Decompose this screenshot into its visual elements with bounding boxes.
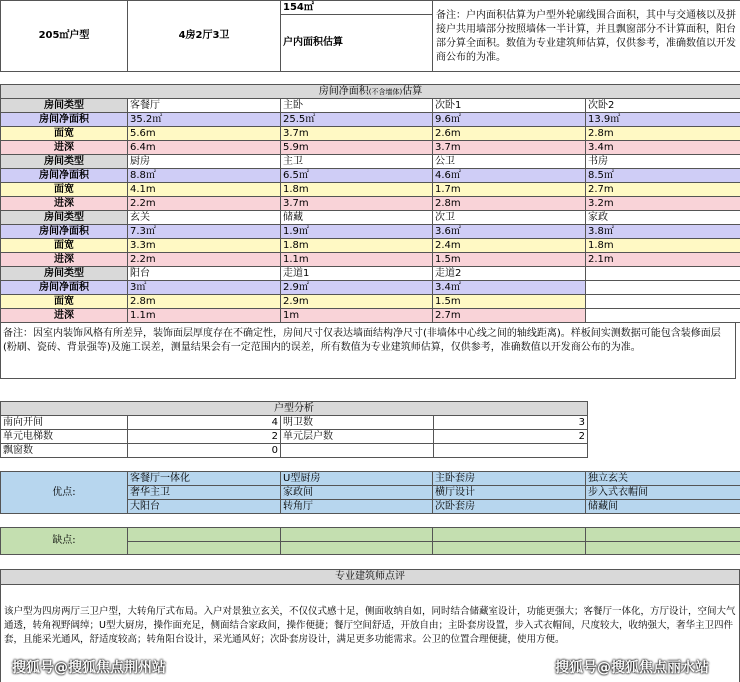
room-type-label: 房间类型 bbox=[1, 211, 128, 225]
room-type: 客餐厅 bbox=[128, 99, 281, 113]
pro-item: 大阳台 bbox=[128, 500, 281, 514]
room-depth-label: 进深 bbox=[1, 197, 128, 211]
room-depth: 6.4m bbox=[128, 141, 281, 155]
analysis-value: 2 bbox=[434, 430, 588, 444]
room-area: 6.5㎡ bbox=[281, 169, 433, 183]
net-row-area bbox=[1, 281, 740, 295]
analysis-value: 0 bbox=[128, 444, 281, 458]
room-type: 书房 bbox=[586, 155, 740, 169]
room-type: 公卫 bbox=[433, 155, 586, 169]
watermark-left: 搜狐号@搜狐焦点荆州站 bbox=[12, 660, 166, 676]
net-area-section bbox=[0, 84, 740, 379]
pro-item: 步入式衣帽间 bbox=[586, 486, 740, 500]
con-item bbox=[586, 541, 740, 555]
con-item bbox=[128, 541, 281, 555]
watermark-right: 搜狐号@搜狐焦点丽水站 bbox=[555, 660, 709, 676]
room-depth: 1m bbox=[281, 309, 433, 323]
pro-item: U型厨房 bbox=[281, 472, 433, 486]
net-row-depth bbox=[1, 309, 740, 323]
room-area: 4.6㎡ bbox=[433, 169, 586, 183]
net-row-width bbox=[1, 127, 740, 141]
room-depth: 2.2m bbox=[128, 197, 281, 211]
room-type: 阳台 bbox=[128, 267, 281, 281]
room-depth bbox=[586, 309, 740, 323]
top-summary-table bbox=[0, 0, 740, 72]
room-depth: 1.1m bbox=[128, 309, 281, 323]
analysis-value bbox=[434, 444, 588, 458]
room-depth: 5.9m bbox=[281, 141, 433, 155]
analysis-label: 明卫数 bbox=[281, 416, 434, 430]
room-width: 2.7m bbox=[586, 183, 740, 197]
analysis-value: 3 bbox=[434, 416, 588, 430]
room-width bbox=[586, 295, 740, 309]
unit-layout: 4房2厅3卫 bbox=[128, 1, 281, 72]
layout-analysis-table bbox=[0, 401, 588, 458]
room-area: 9.6㎡ bbox=[433, 113, 586, 127]
room-area: 2.9㎡ bbox=[281, 281, 433, 295]
room-depth: 2.1m bbox=[586, 253, 740, 267]
analysis-value: 2 bbox=[128, 430, 281, 444]
room-type: 主卧 bbox=[281, 99, 433, 113]
cons-section bbox=[0, 527, 740, 555]
area-note: 备注：户内面积估算为户型外轮廓线围合面积，其中与交通核以及拼接户共用墙部分按照墙体一半计算，并且飘窗部分不计算面积，阳台部分算全面积。数值为专业建筑师估算，仅供参考，准确数值以开发商公布的为准。 bbox=[433, 1, 740, 72]
pro-item: 客餐厅一体化 bbox=[128, 472, 281, 486]
pro-item: 横厅设计 bbox=[433, 486, 586, 500]
room-depth: 3.4m bbox=[586, 141, 740, 155]
analysis-label: 单元层户数 bbox=[281, 430, 434, 444]
room-depth: 3.7m bbox=[433, 141, 586, 155]
room-width: 2.9m bbox=[281, 295, 433, 309]
net-row-width bbox=[1, 183, 740, 197]
net-area-note: 备注：因室内装饰风格有所差异，装饰面层厚度存在不确定性，房间尺寸仅表达墙面结构净尺寸(非墙体中心线之间的轴线距离)。样板间实测数据可能包含装修面层(粉刷、瓷砖、背景强等)及施工误差，测量结果会有一定范围内的误差，所有数值为专业建筑师估算，仅供参考，准确数值以开发商公布的为准。 bbox=[0, 323, 736, 379]
room-area bbox=[586, 281, 740, 295]
room-type: 家政 bbox=[586, 211, 740, 225]
room-type: 次卫 bbox=[433, 211, 586, 225]
room-type bbox=[586, 267, 740, 281]
net-area-title: 房间净面积(不含墙体)估算 bbox=[1, 85, 740, 99]
pro-item: 奢华主卫 bbox=[128, 486, 281, 500]
room-area: 25.5㎡ bbox=[281, 113, 433, 127]
room-width-label: 面宽 bbox=[1, 239, 128, 253]
analysis-value: 4 bbox=[128, 416, 281, 430]
net-row-width bbox=[1, 239, 740, 253]
room-area: 13.9㎡ bbox=[586, 113, 740, 127]
room-type: 储藏 bbox=[281, 211, 433, 225]
room-width-label: 面宽 bbox=[1, 127, 128, 141]
room-width: 1.8m bbox=[281, 239, 433, 253]
room-width: 3.3m bbox=[128, 239, 281, 253]
room-type: 走道1 bbox=[281, 267, 433, 281]
room-depth-label: 进深 bbox=[1, 253, 128, 267]
room-width: 2.8m bbox=[128, 295, 281, 309]
pro-item: 独立玄关 bbox=[586, 472, 740, 486]
room-width: 4.1m bbox=[128, 183, 281, 197]
layout-analysis bbox=[0, 401, 740, 458]
net-row-type bbox=[1, 267, 740, 281]
con-item bbox=[433, 541, 586, 555]
con-item bbox=[586, 528, 740, 542]
con-item bbox=[281, 528, 433, 542]
room-area: 1.9㎡ bbox=[281, 225, 433, 239]
room-area: 35.2㎡ bbox=[128, 113, 281, 127]
room-area: 8.5㎡ bbox=[586, 169, 740, 183]
room-area: 3.6㎡ bbox=[433, 225, 586, 239]
net-row-type bbox=[1, 99, 740, 113]
room-width: 5.6m bbox=[128, 127, 281, 141]
review-title: 专业建筑师点评 bbox=[1, 570, 739, 585]
room-area: 3㎡ bbox=[128, 281, 281, 295]
unit-area-label: 户内面积估算 bbox=[281, 15, 433, 72]
room-type-label: 房间类型 bbox=[1, 267, 128, 281]
net-row-type bbox=[1, 155, 740, 169]
room-area: 3.4㎡ bbox=[433, 281, 586, 295]
pro-item: 次卧套房 bbox=[433, 500, 586, 514]
room-area-label: 房间净面积 bbox=[1, 281, 128, 295]
net-row-area bbox=[1, 225, 740, 239]
con-item bbox=[128, 528, 281, 542]
room-area-label: 房间净面积 bbox=[1, 169, 128, 183]
unit-area-type: 205㎡户型 bbox=[1, 1, 128, 72]
pro-item: 转角厅 bbox=[281, 500, 433, 514]
pros-table bbox=[0, 471, 740, 514]
net-row-area bbox=[1, 169, 740, 183]
room-width: 3.7m bbox=[281, 127, 433, 141]
analysis-title: 户型分析 bbox=[1, 402, 588, 416]
analysis-label: 南向开间 bbox=[1, 416, 128, 430]
room-width: 2.6m bbox=[433, 127, 586, 141]
net-row-type bbox=[1, 211, 740, 225]
room-width: 2.4m bbox=[433, 239, 586, 253]
analysis-label bbox=[281, 444, 434, 458]
room-area: 3.8㎡ bbox=[586, 225, 740, 239]
pro-item: 家政间 bbox=[281, 486, 433, 500]
room-depth: 2.2m bbox=[128, 253, 281, 267]
pro-item: 储藏间 bbox=[586, 500, 740, 514]
room-type: 走道2 bbox=[433, 267, 586, 281]
room-type-label: 房间类型 bbox=[1, 99, 128, 113]
net-row-depth bbox=[1, 141, 740, 155]
room-type: 次卧1 bbox=[433, 99, 586, 113]
room-area: 7.3㎡ bbox=[128, 225, 281, 239]
room-type-label: 房间类型 bbox=[1, 155, 128, 169]
pros-label: 优点: bbox=[1, 472, 128, 514]
room-depth: 2.7m bbox=[433, 309, 586, 323]
room-type: 主卫 bbox=[281, 155, 433, 169]
pro-item: 主卧套房 bbox=[433, 472, 586, 486]
cons-label: 缺点: bbox=[1, 528, 128, 555]
room-type: 次卧2 bbox=[586, 99, 740, 113]
room-type: 玄关 bbox=[128, 211, 281, 225]
con-item bbox=[433, 528, 586, 542]
net-row-depth bbox=[1, 197, 740, 211]
analysis-label: 飘窗数 bbox=[1, 444, 128, 458]
net-row-width bbox=[1, 295, 740, 309]
room-depth: 1.1m bbox=[281, 253, 433, 267]
room-area-label: 房间净面积 bbox=[1, 113, 128, 127]
room-width: 1.7m bbox=[433, 183, 586, 197]
net-row-area bbox=[1, 113, 740, 127]
pros-section bbox=[0, 471, 740, 514]
room-depth: 3.2m bbox=[586, 197, 740, 211]
cons-table bbox=[0, 527, 740, 555]
room-depth: 3.7m bbox=[281, 197, 433, 211]
room-type: 厨房 bbox=[128, 155, 281, 169]
con-item bbox=[281, 541, 433, 555]
room-area-label: 房间净面积 bbox=[1, 225, 128, 239]
room-width: 1.8m bbox=[281, 183, 433, 197]
top-summary bbox=[0, 0, 740, 71]
room-depth-label: 进深 bbox=[1, 309, 128, 323]
room-depth: 2.8m bbox=[433, 197, 586, 211]
room-area: 8.8㎡ bbox=[128, 169, 281, 183]
room-width: 1.5m bbox=[433, 295, 586, 309]
room-width: 1.8m bbox=[586, 239, 740, 253]
room-depth: 1.5m bbox=[433, 253, 586, 267]
room-depth-label: 进深 bbox=[1, 141, 128, 155]
net-area-table bbox=[0, 84, 740, 323]
room-width-label: 面宽 bbox=[1, 295, 128, 309]
unit-area-value: 154㎡ bbox=[281, 1, 433, 15]
room-width: 2.8m bbox=[586, 127, 740, 141]
room-width-label: 面宽 bbox=[1, 183, 128, 197]
analysis-label: 单元电梯数 bbox=[1, 430, 128, 444]
net-row-depth bbox=[1, 253, 740, 267]
review-text: 该户型为四房两厅三卫户型，大转角厅式布局。入户对景独立玄关，不仅仪式感十足，侧面收纳自如，同时结合储藏室设计，功能更强大；客餐厅一体化，方厅设计，空间大气通透，转角视野阔绰；U型大厨房，操作面充足，侧面结合家政间，操作便捷；餐厅空间舒适，开放自由；主卧套房设置，步入式衣帽间，尺度较大，收纳强大，奢华主卫四件套，且能采光通风，舒适度较高；转角阳台设计，采光通风好；次卧套房设计，满足更多功能需求。公卫的位置合理便捷，使用方便。 bbox=[4, 606, 736, 645]
